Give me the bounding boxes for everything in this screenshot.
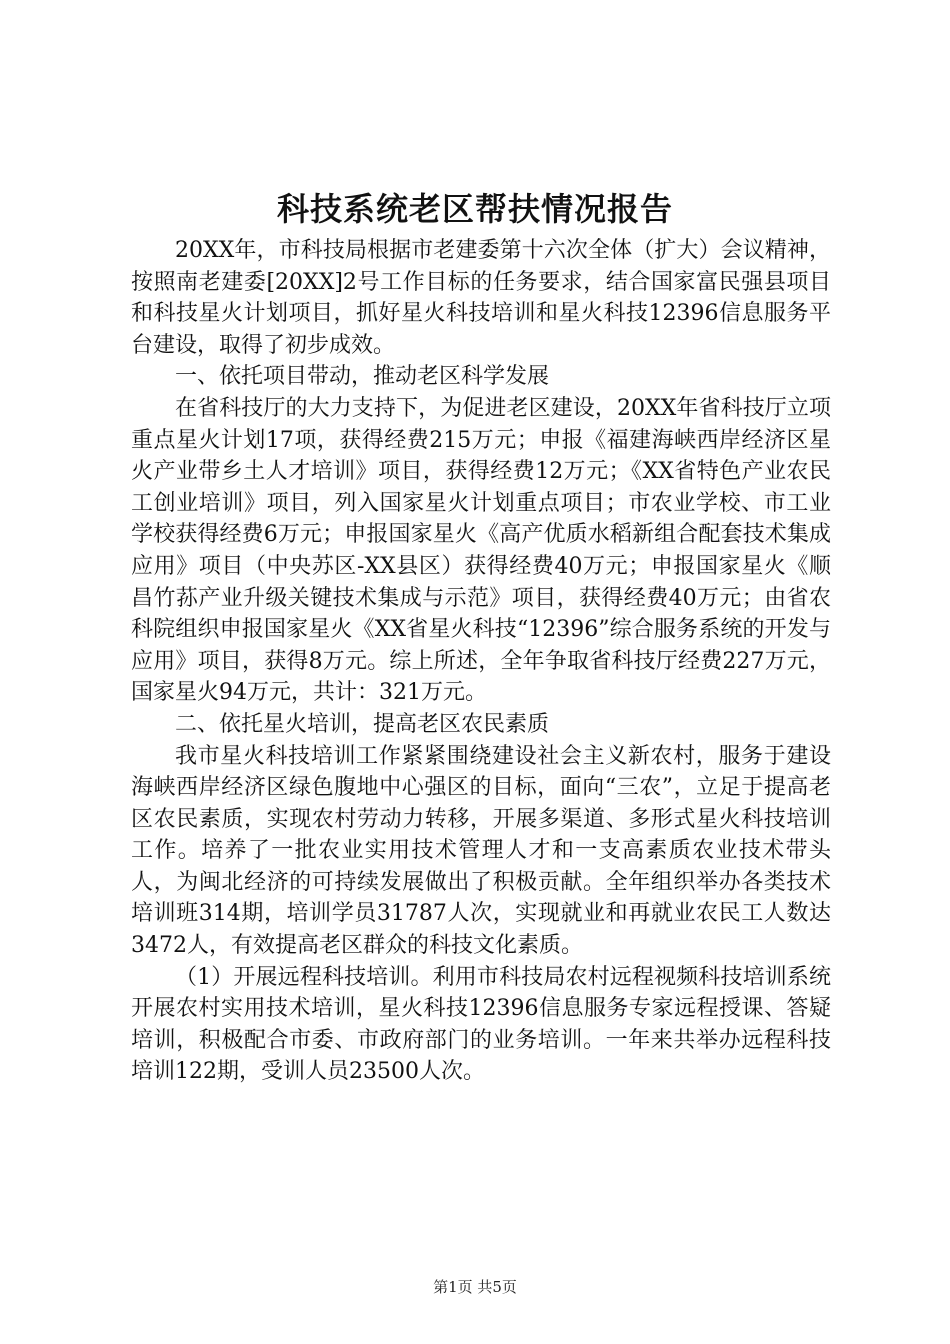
paragraph-remote-training: （1）开展远程科技培训。利用市科技局农村远程视频科技培训系统开展农村实用技术培训，星火科技12396信息服务专家远程授课、答疑培训，积极配合市委、市政府部门的业务培训。一年来共举办远程科技培训122期，受训人员23500人次。 (131, 964, 831, 1085)
section-heading-2: 二、依托星火培训，提高老区农民素质 (175, 711, 550, 737)
document-body (131, 235, 831, 1088)
paragraph-section-1: 在省科技厅的大力支持下，为促进老区建设，20XX年省科技厅立项重点星火计划17项，获得经费215万元；申报《福建海峡西岸经济区星火产业带乡土人才培训》项目，获得经费12万元；《XX省特色产业农民工创业培训》项目，列入国家星火计划重点项目；市农业学校、市工业学校获得经费6万元；申报国家星火《高产优质水稻新组合配套技术集成应用》项目（中央苏区-XX县区）获得经费40万元；申报国家星火《顺昌竹荪产业升级关键技术集成与示范》项目，获得经费40万元；由省农科院组织申报国家星火《XX省星火科技“12396”综合服务系统的开发与应用》项目，获得8万元。综上所述，全年争取省科技厅经费227万元，国家星火94万元，共计：321万元。 (131, 395, 831, 706)
page-number-footer: 第1页 共5页 (433, 1278, 517, 1296)
paragraph-intro: 20XX年，市科技局根据市老建委第十六次全体（扩大）会议精神，按照南老建委[20XX]2号工作目标的任务要求，结合国家富民强县项目和科技星火计划项目，抓好星火科技培训和星火科技12396信息服务平台建设，取得了初步成效。 (131, 238, 831, 358)
section-heading-1: 一、依托项目带动，推动老区科学发展 (175, 364, 550, 390)
paragraph-section-2: 我市星火科技培训工作紧紧围绕建设社会主义新农村，服务于建设海峡西岸经济区绿色腹地中心强区的目标，面向“三农”，立足于提高老区农民素质，实现农村劳动力转移，开展多渠道、多形式星火科技培训工作。培养了一批农业实用技术管理人才和一支高素质农业技术带头人，为闽北经济的可持续发展做出了积极贡献。全年组织举办各类技术培训班314期，培训学员31787人次，实现就业和再就业农民工人数达3472人，有效提高老区群众的科技文化素质。 (131, 743, 831, 959)
document-title: 科技系统老区帮扶情况报告 (276, 190, 673, 228)
